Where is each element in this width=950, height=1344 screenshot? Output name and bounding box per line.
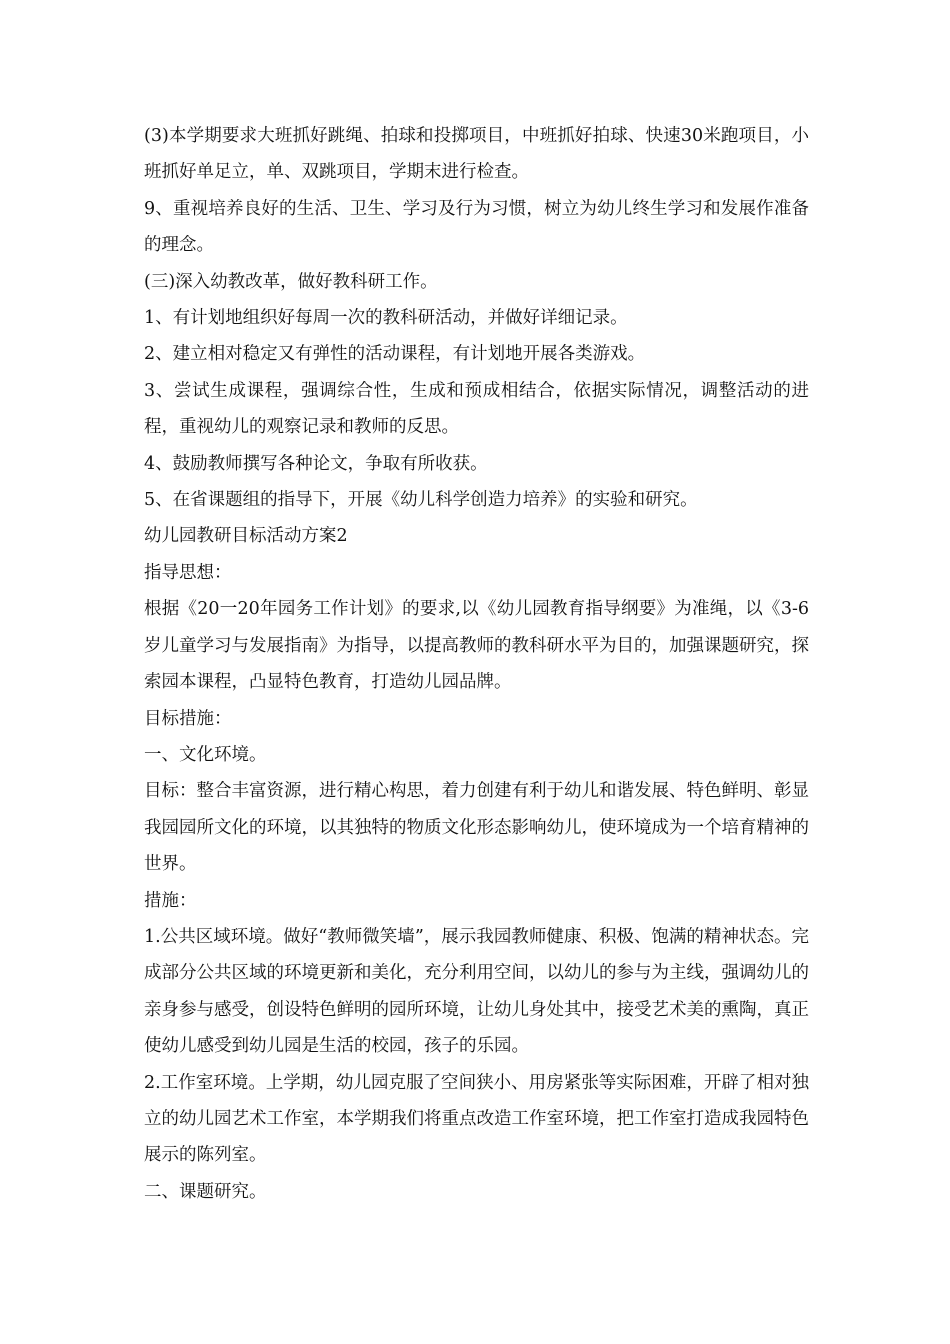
heading-goals-measures: 目标措施： — [144, 708, 232, 729]
list-item-papers: 4、鼓励教师撰写各种论文，争取有所收获。 — [144, 453, 488, 474]
paragraph-habits: 9、重视培养良好的生活、卫生、学习及行为习惯，树立为幼儿终生学习和发展作准备的理念。 — [144, 198, 809, 256]
list-item-research-activity: 1、有计划地组织好每周一次的教科研活动，并做好详细记录。 — [144, 308, 628, 329]
list-item-generative-course: 3、尝试生成课程，强调综合性，生成和预成相结合，依据实际情况，调整活动的进程，重视幼儿的观察记录和教师的反思。 — [144, 380, 809, 438]
document-body — [144, 118, 809, 1210]
paragraph-culture-goal: 目标：整合丰富资源，进行精心构思，着力创建有利于幼儿和谐发展、特色鲜明、彰显我园园所文化的环境，以其独特的物质文化形态影响幼儿，使环境成为一个培育精神的世界。 — [144, 781, 809, 875]
heading-measures: 措施： — [144, 890, 197, 911]
section-heading-reform: (三)深入幼教改革，做好教科研工作。 — [144, 271, 438, 292]
list-item-experiment: 5、在省课题组的指导下，开展《幼儿科学创造力培养》的实验和研究。 — [144, 490, 698, 511]
document-title-plan-2: 幼儿园教研目标活动方案2 — [144, 526, 348, 547]
heading-guiding-thought: 指导思想： — [144, 562, 232, 583]
section-heading-culture: 一、文化环境。 — [144, 744, 267, 765]
list-item-curriculum: 2、建立相对稳定又有弹性的活动课程，有计划地开展各类游戏。 — [144, 344, 646, 365]
section-heading-research: 二、课题研究。 — [144, 1181, 267, 1202]
paragraph-sports-requirements: (3)本学期要求大班抓好跳绳、拍球和投掷项目，中班抓好拍球、快速30米跑项目，小班抓好单足立，单、双跳项目，学期末进行检查。 — [144, 126, 809, 183]
list-item-studio: 2.工作室环境。上学期，幼儿园克服了空间狭小、用房紧张等实际困难，开辟了相对独立的幼儿园艺术工作室，本学期我们将重点改造工作室环境，把工作室打造成我园特色展示的陈列室。 — [144, 1072, 809, 1166]
list-item-public-area: 1.公共区域环境。做好“教师微笑墙”，展示我园教师健康、积极、饱满的精神状态。完成部分公共区域的环境更新和美化，充分利用空间，以幼儿的参与为主线，强调幼儿的亲身参与感受，创设特色鲜明的园所环境，让幼儿身处其中，接受艺术美的熏陶，真正使幼儿感受到幼儿园是生活的校园，孩子的乐园。 — [144, 926, 809, 1057]
paragraph-guiding-thought: 根据《20一20年园务工作计划》的要求,以《幼儿园教育指导纲要》为准绳，以《3-6岁儿童学习与发展指南》为指导，以提高教师的教科研水平为目的，加强课题研究，探索园本课程，凸显特色教育，打造幼儿园品牌。 — [144, 599, 809, 693]
